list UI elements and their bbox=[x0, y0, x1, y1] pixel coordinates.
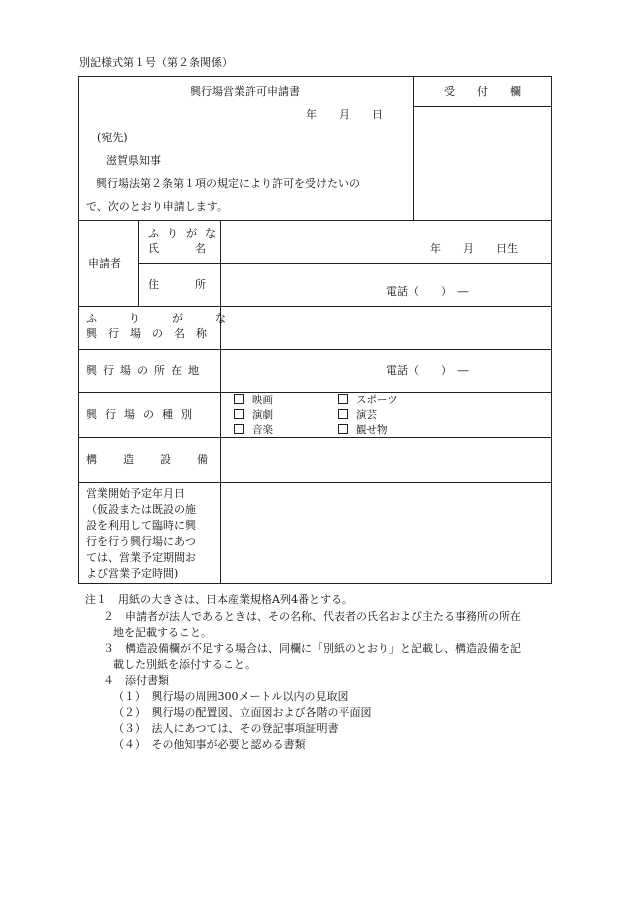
note-4: ４ 添付書類 bbox=[103, 674, 169, 687]
note-2-line2: 地を記載すること。 bbox=[113, 626, 212, 639]
checkbox-icon[interactable] bbox=[234, 409, 244, 419]
type-option-drama[interactable]: 演劇 bbox=[234, 408, 338, 422]
type-option-sports[interactable]: スポーツ bbox=[338, 393, 442, 407]
receipt-column-label: 受 付 欄 bbox=[444, 85, 521, 98]
structure-field[interactable] bbox=[221, 438, 551, 482]
note-1: 注１ 用紙の大きさは、日本産業規格A列4番とする。 bbox=[85, 593, 353, 606]
type-option-entertainment[interactable]: 演芸 bbox=[338, 408, 442, 422]
rule-header bbox=[413, 106, 552, 107]
start-date-label-line5: ては、営業予定期間お bbox=[86, 551, 196, 564]
venue-name-label: 興行場の名称 bbox=[86, 327, 218, 340]
venue-type-row-2 bbox=[234, 408, 442, 422]
venue-name-field[interactable] bbox=[221, 307, 551, 349]
applicant-phone[interactable]: 電話（ ） ― bbox=[386, 285, 469, 298]
checkbox-icon[interactable] bbox=[234, 394, 244, 404]
start-date-label-line4: 行を行う興行場にあつ bbox=[86, 535, 196, 548]
form-number: 別記様式第１号（第２条関係） bbox=[79, 56, 233, 69]
application-statement-line1: 興行場法第２条第１項の規定により許可を受けたいの bbox=[96, 177, 360, 190]
start-date-field[interactable] bbox=[221, 483, 551, 583]
checkbox-icon[interactable] bbox=[338, 424, 348, 434]
birth-date[interactable]: 年 月 日生 bbox=[430, 242, 518, 255]
venue-type-row-1 bbox=[234, 393, 442, 407]
addressee: 滋賀県知事 bbox=[106, 154, 161, 167]
venue-type-row-3 bbox=[234, 423, 442, 437]
attachment-3: （３） 法人にあつては、その登記事項証明書 bbox=[113, 722, 339, 735]
furigana-label-text: ふりがな bbox=[148, 227, 224, 240]
venue-type-label: 興行場の種別 bbox=[86, 408, 200, 421]
venue-location-label: 興行場の所在地 bbox=[86, 364, 205, 377]
venue-phone[interactable]: 電話（ ） ― bbox=[386, 364, 469, 377]
address-label: 住所 bbox=[148, 278, 242, 291]
venue-furigana-label: ふりがな bbox=[86, 312, 258, 325]
checkbox-icon[interactable] bbox=[234, 424, 244, 434]
note-2-line1: ２ 申請者が法人であるときは、その名称、代表者の氏名および主たる事務所の所在 bbox=[103, 610, 521, 623]
attachment-1: （１） 興行場の周囲300メートル以内の見取図 bbox=[113, 690, 349, 703]
start-date-label-line6: よび営業予定時間) bbox=[86, 567, 179, 580]
start-date-label-line1: 営業開始予定年月日 bbox=[86, 487, 185, 500]
structure-label: 構造設備 bbox=[86, 453, 234, 466]
furigana-label bbox=[148, 227, 224, 241]
attachment-4: （４） その他知事が必要と認める書類 bbox=[113, 738, 306, 751]
type-option-music[interactable]: 音楽 bbox=[234, 423, 338, 437]
applicant-label: 申請者 bbox=[88, 257, 121, 270]
name-label: 氏名 bbox=[148, 242, 242, 255]
application-date[interactable]: 年 月 日 bbox=[306, 108, 383, 121]
addressee-prefix: (宛先) bbox=[97, 131, 128, 144]
rule-applicant-divider bbox=[138, 220, 139, 306]
checkbox-icon[interactable] bbox=[338, 394, 348, 404]
attachment-2: （２） 興行場の配置図、立面図および各階の平面図 bbox=[113, 706, 372, 719]
checkbox-icon[interactable] bbox=[338, 409, 348, 419]
application-statement-line2: で、次のとおり申請します。 bbox=[86, 200, 228, 213]
type-option-show[interactable]: 観せ物 bbox=[338, 423, 442, 437]
note-3-line1: ３ 構造設備欄が不足する場合は、同欄に「別紙のとおり」と記載し、構造設備を記 bbox=[103, 642, 521, 655]
type-option-movie[interactable]: 映画 bbox=[234, 393, 338, 407]
form-title: 興行場営業許可申請書 bbox=[190, 85, 300, 98]
start-date-label-line3: 設を利用して臨時に興 bbox=[86, 519, 196, 532]
start-date-label-line2: （仮設または既設の施 bbox=[86, 503, 196, 516]
note-3-line2: 載した別紙を添付すること。 bbox=[113, 658, 256, 671]
